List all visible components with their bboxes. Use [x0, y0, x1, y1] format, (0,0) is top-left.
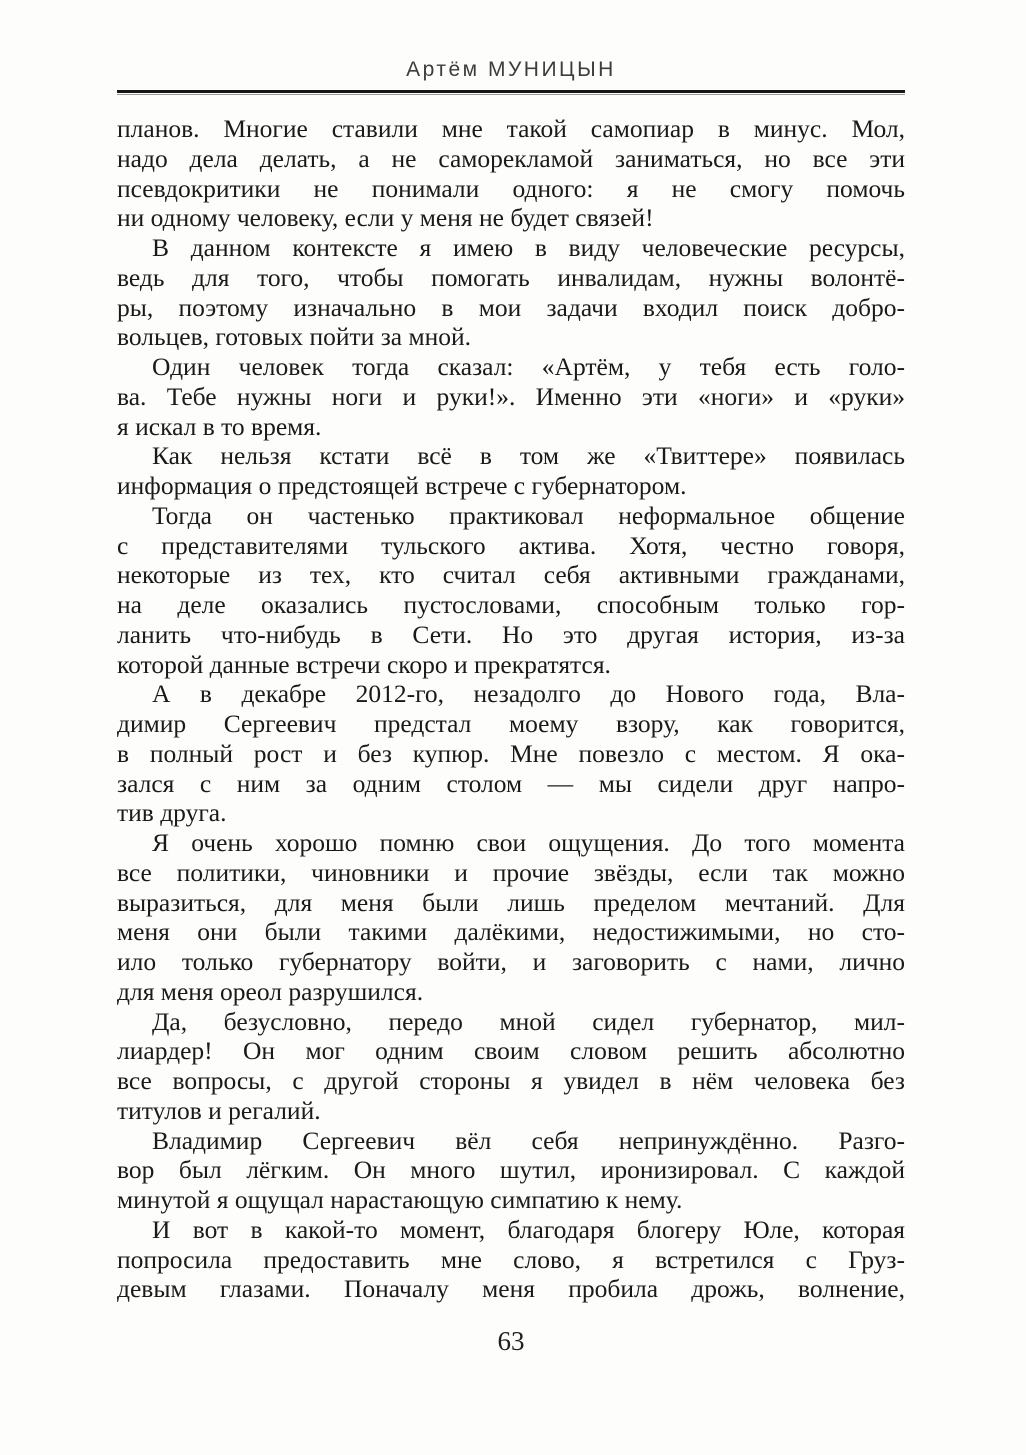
text-line: выразиться, для меня были лишь пределом мечтаний. Для — [117, 887, 905, 917]
text-line: которой данные встречи скоро и прекратятся. — [117, 649, 611, 679]
text-line: ланить что-нибудь в Сети. Но это другая история, из-за — [117, 619, 905, 649]
text-line: в полный рост и без купюр. Мне повезло с местом. Я ока- — [117, 738, 905, 768]
text-line: планов. Многие ставили мне такой самопиар в минус. Мол, — [117, 114, 905, 143]
text-line: на деле оказались пустословами, способным только гор- — [117, 590, 905, 619]
text-line: Владимир Сергеевич вёл себя непринуждённо. Разго- — [152, 1125, 905, 1155]
author-name: Артём МУНИЦЫН — [406, 58, 616, 81]
text-line: А в декабре 2012-го, незадолго до Нового года, Вла- — [152, 679, 905, 709]
text-line: надо дела делать, а не саморекламой заниматься, но все эти — [117, 143, 905, 173]
text-line: я искал в то время. — [117, 411, 322, 441]
running-header — [117, 58, 905, 95]
text-line: вор был лёгким. Он много шутил, иронизировал. С каждой — [117, 1155, 905, 1185]
text-line: титулов и регалий. — [117, 1095, 321, 1125]
text-line: лиардер! Он мог одним своим словом решить абсолютно — [117, 1036, 905, 1066]
header-rule-thick — [117, 90, 905, 93]
text-line: ведь для того, чтобы помогать инвалидам, нужны волонтё- — [117, 262, 905, 292]
header-rule — [117, 90, 905, 95]
text-line: Да, безусловно, передо мной сидел губернатор, мил- — [152, 1006, 905, 1036]
text-line: И вот в какой-то момент, благодаря блогеру Юле, которая — [152, 1214, 905, 1244]
text-line: вольцев, готовых пойти за мной. — [117, 322, 472, 352]
text-line: информация о предстоящей встрече с губернатором. — [117, 471, 687, 500]
text-line: с представителями тульского актива. Хотя, честно говоря, — [117, 530, 905, 560]
text-line: ва. Тебе нужны ноги и руки!». Именно эти «ноги» и «руки» — [117, 381, 905, 411]
body-text — [117, 114, 905, 1304]
text-line: все вопросы, с другой стороны я увидел в нём человека без — [117, 1066, 905, 1095]
text-line: тив друга. — [117, 798, 227, 828]
text-line: меня они были такими далёкими, недостижимыми, но сто- — [117, 917, 905, 947]
text-line: зался с ним за одним столом — мы сидели друг напро- — [117, 768, 905, 798]
text-line: для меня ореол разрушился. — [117, 976, 424, 1006]
text-line: ило только губернатору войти, и заговорить с нами, лично — [117, 947, 905, 976]
text-line: ры, поэтому изначально в мои задачи входил поиск добро- — [117, 292, 905, 322]
text-line: попросила предоставить мне слово, я встретился с Груз- — [117, 1244, 905, 1274]
text-line: Один человек тогда сказал: «Артём, у тебя есть голо- — [152, 352, 905, 381]
text-line: Тогда он частенько практиковал неформальное общение — [152, 500, 905, 530]
text-line: димир Сергеевич предстал моему взору, как говорится, — [117, 709, 905, 738]
text-line: Как нельзя кстати всё в том же «Твиттере» появилась — [152, 441, 905, 471]
text-line: некоторые из тех, кто считал себя активными гражданами, — [117, 560, 905, 590]
text-line: все политики, чиновники и прочие звёзды, если так можно — [117, 857, 905, 887]
header-rule-thin — [117, 94, 905, 95]
text-line: псевдокритики не понимали одного: я не смогу помочь — [117, 173, 905, 203]
text-line: Я очень хорошо помню свои ощущения. До того момента — [152, 828, 905, 857]
text-line: минутой я ощущал нарастающую симпатию к нему. — [117, 1185, 683, 1214]
text-line: ни одному человеку, если у меня не будет связей! — [117, 203, 654, 233]
text-line: девым глазами. Поначалу меня пробила дрожь, волнение, — [117, 1274, 905, 1304]
text-line: В данном контексте я имею в виду человеческие ресурсы, — [152, 233, 905, 262]
page-number: 63 — [497, 1326, 525, 1356]
